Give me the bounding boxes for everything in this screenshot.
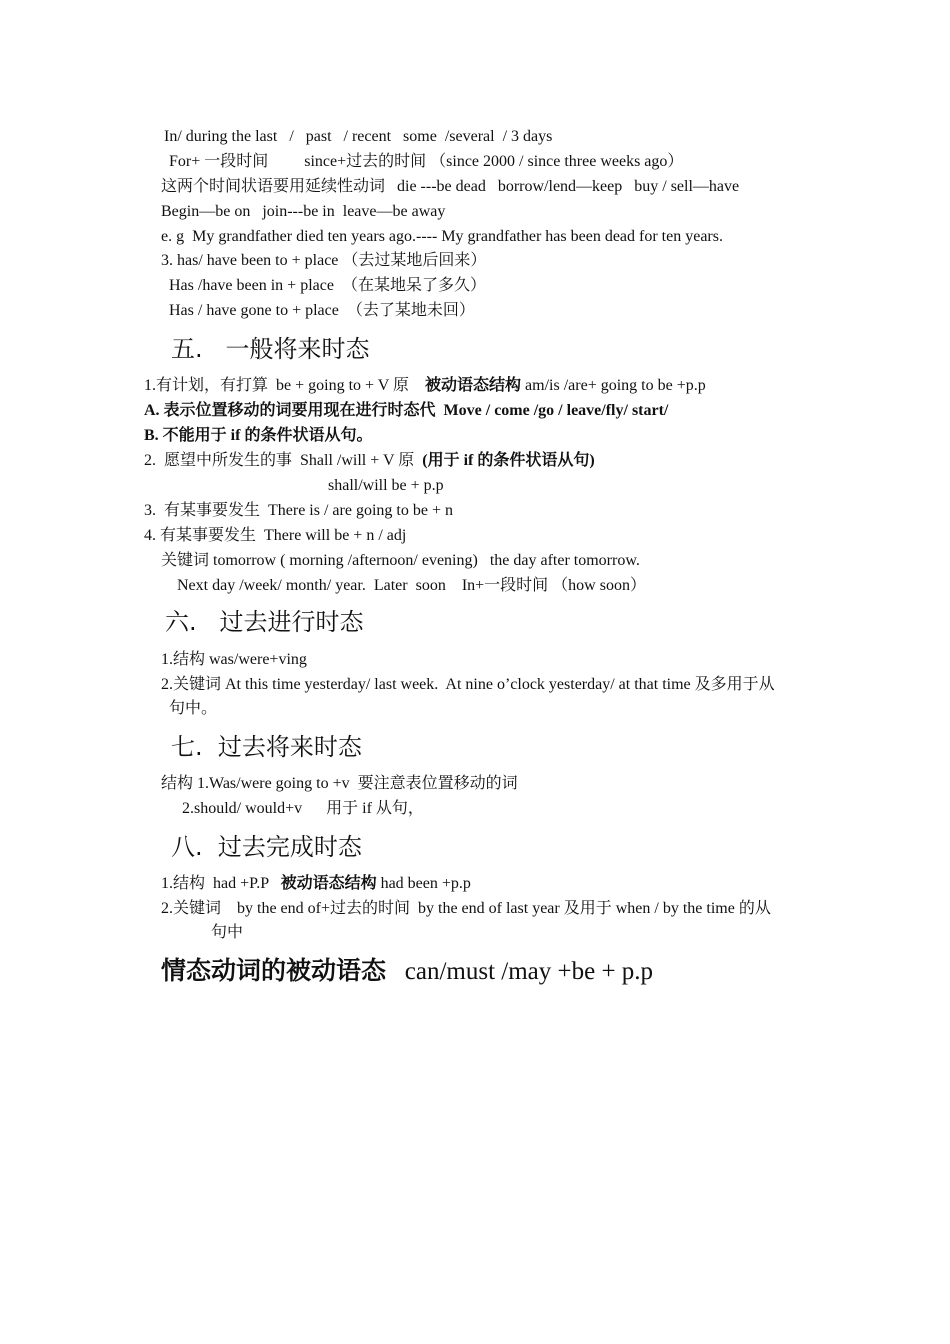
text-line: Begin—be on join---be in leave—be away xyxy=(161,203,446,220)
text-run: 2. 愿望中所发生的事 Shall /will + V 原 xyxy=(144,452,423,469)
bold-text-line: A. 表示位置移动的词要用现在进行时态代 Move / come /go / leave/fly/ start/ xyxy=(144,402,669,419)
section-heading-past-perfect: 八. 过去完成时态 xyxy=(171,833,362,861)
bold-text-run: 被动语态结构 xyxy=(280,875,377,892)
text-line: shall/will be + p.p xyxy=(328,477,444,494)
text-run: 1.有计划，有打算 be + going to + V 原 xyxy=(144,377,426,394)
text-line: 2.关键词 At this time yesterday/ last week. At nine o’clock yesterday/ at that time 及多用于从 xyxy=(161,676,775,693)
section-heading-past-continuous: 六. 过去进行时态 xyxy=(165,608,364,636)
text-run: 1.结构 had +P.P xyxy=(161,875,281,892)
text-line: Next day /week/ month/ year. Later soon In+一段时间 （how soon） xyxy=(177,577,646,594)
text-line: 4. 有某事要发生 There will be + n / adj xyxy=(144,527,407,544)
text-line: 1.结构 was/were+ving xyxy=(161,651,307,668)
text-line: 2.关键词 by the end of+过去的时间 by the end of last year 及用于 when / by the time 的从 xyxy=(161,900,771,917)
modal-passive-heading xyxy=(161,956,653,987)
bold-text-run: 被动语态结构 xyxy=(425,377,522,394)
text-line: 句中。 xyxy=(169,700,218,717)
text-line: 这两个时间状语要用延续性动词 die ---be dead borrow/lend—keep buy / sell—have xyxy=(161,178,740,195)
text-line: 3. 有某事要发生 There is / are going to be + n xyxy=(144,502,453,519)
heading-chinese-text: 情态动词的被动语态 xyxy=(161,956,387,985)
text-line: 2.should/ would+v 用于 if 从句， xyxy=(182,800,424,817)
section-heading-future-tense: 五. 一般将来时态 xyxy=(171,335,370,363)
text-line: Has / have gone to + place （去了某地未回） xyxy=(169,302,475,319)
text-run: am/is /are+ going to be +p.p xyxy=(521,377,706,394)
text-line: In/ during the last / past / recent some /several / 3 days xyxy=(164,128,553,145)
section-heading-past-future: 七. 过去将来时态 xyxy=(171,733,362,761)
text-line: e. g My grandfather died ten years ago.---- My grandfather has been dead for ten years. xyxy=(161,228,723,245)
bold-text-run: (用于 if 的条件状语从句) xyxy=(422,452,595,469)
text-line: 结构 1.Was/were going to +v 要注意表位置移动的词 xyxy=(161,775,518,792)
text-line: 3. has/ have been to + place （去过某地后回来） xyxy=(161,252,487,269)
text-line: Has /have been in + place （在某地呆了多久） xyxy=(169,277,486,294)
text-line xyxy=(161,874,471,894)
heading-formula-text: can/must /may +be + p.p xyxy=(386,958,654,985)
text-line: For+ 一段时间 since+过去的时间 （since 2000 / since three weeks ago） xyxy=(169,153,684,170)
bold-text-line: B. 不能用于 if 的条件状语从句。 xyxy=(144,427,373,444)
text-run: had been +p.p xyxy=(376,875,471,892)
text-line: 句中 xyxy=(211,924,244,941)
text-line: 关键词 tomorrow ( morning /afternoon/ evening) the day after tomorrow. xyxy=(161,552,640,569)
text-line xyxy=(144,451,595,471)
text-line xyxy=(144,376,706,396)
